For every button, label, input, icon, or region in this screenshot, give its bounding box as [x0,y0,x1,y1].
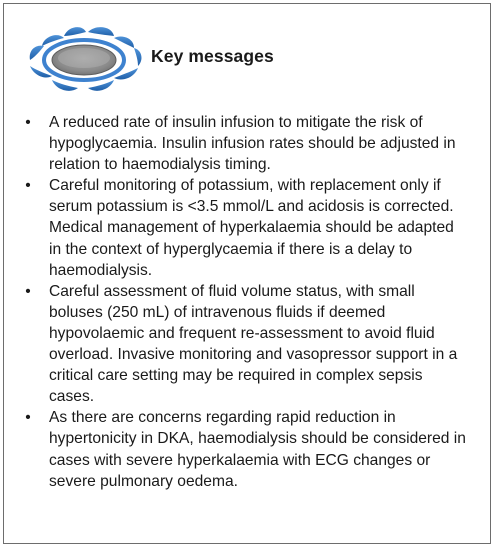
bullet-icon: • [25,409,31,427]
key-messages-header [4,4,490,104]
list-item [4,112,490,175]
list-item-text: As there are concerns regarding rapid reduction in hypertonicity in DKA, haemodialysis should be considered in cases with severe hyperkalaemia with ECG changes or severe pulmonary oedema. [49,409,466,490]
bullet-icon: • [25,177,31,195]
key-messages-box [3,3,491,544]
list-item [4,281,490,408]
list-item [4,175,490,280]
key-messages-list [4,112,490,492]
key-messages-logo-icon [22,18,142,100]
list-item [4,407,490,491]
bullet-icon: • [25,282,31,300]
bullet-icon: • [25,114,31,131]
key-messages-title: Key messages [151,46,274,66]
list-item-text: A reduced rate of insulin infusion to mitigate the risk of hypoglycaemia. Insulin infusion rates should be adjusted in relation to haemodialysis timing. [49,114,456,174]
list-item-text: Careful assessment of fluid volume status, with small boluses (250 mL) of intravenous fluids if deemed hypovolaemic and frequent re-assessment to avoid fluid overload. Invasive monitoring and vasopressor support in a critical care setting may be required in complex sepsis cases. [49,282,458,406]
list-item-text: Careful monitoring of potassium, with replacement only if serum potassium is <3.5 mmol/L and acidosis is corrected. Medical management of hyperkalaemia should be adapted in the context of hyperglycaemia if there is a delay to haemodialysis. [49,177,454,279]
